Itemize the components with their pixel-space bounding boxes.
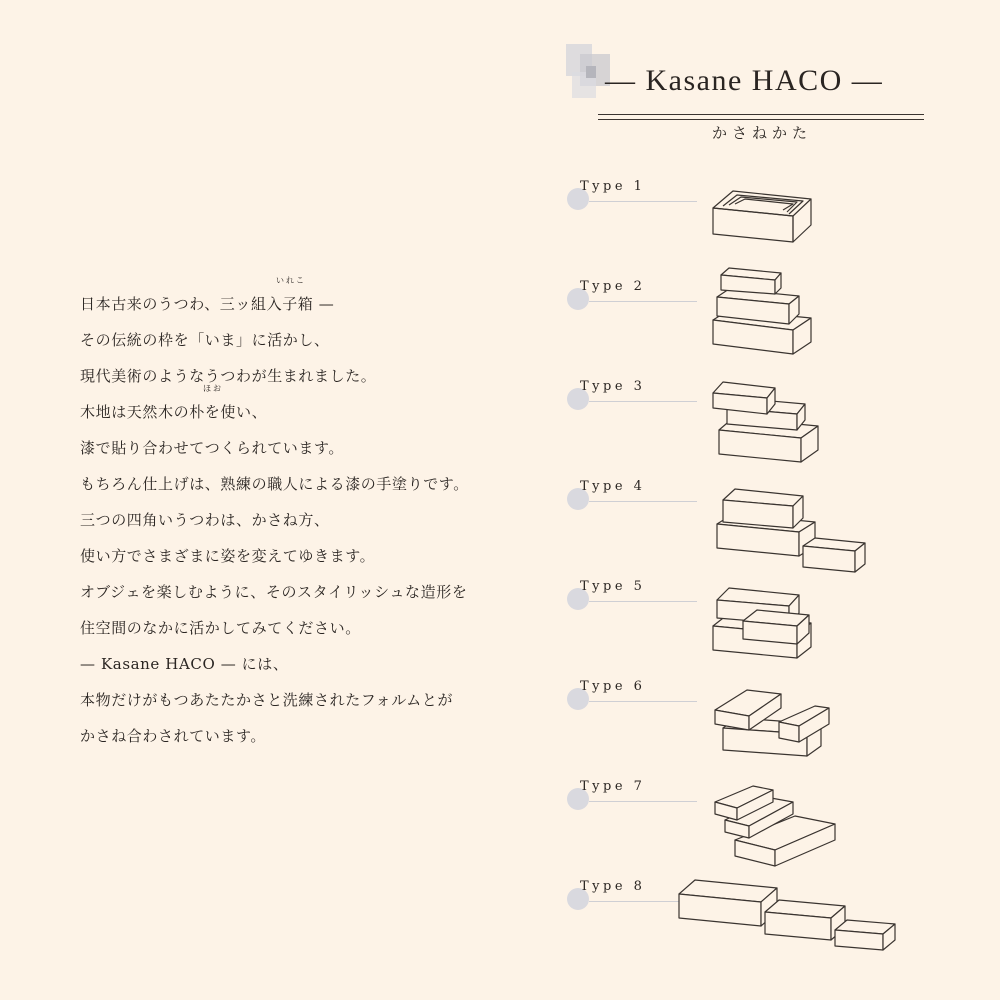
body-text: [80, 276, 520, 754]
type-8: [567, 879, 987, 988]
title-rule: [598, 114, 924, 115]
type-2-illustration: [567, 288, 987, 388]
body-line: 使い方でさまざまに姿を変えてゆきます。: [80, 547, 376, 565]
type-7-illustration: [567, 788, 987, 888]
body-line: ほお 木地は天然木の朴を使い、: [80, 384, 268, 421]
body-line: 住空間のなかに活かしてみてください。: [80, 619, 361, 637]
type-6-illustration: [567, 688, 987, 788]
body-line: かさね合わされています。: [80, 727, 267, 745]
page-title: — Kasane HACO —: [605, 64, 884, 97]
type-8-illustration: [567, 888, 987, 988]
type-3-illustration: [567, 388, 987, 488]
type-label: Type 4: [580, 479, 646, 494]
title-rule-thin: [598, 119, 924, 120]
ruby-hoo: ほお: [203, 384, 223, 393]
type-label: Type 5: [580, 579, 646, 594]
body-line: その伝統の枠を「いま」に活かし、: [80, 331, 330, 349]
body-line: 漆で貼り合わせてつくられています。: [80, 439, 345, 457]
type-label: Type 2: [580, 279, 646, 294]
body-line: 本物だけがもつあたたかさと洗練されたフォルムとが: [80, 691, 454, 709]
type-3: [567, 379, 987, 488]
body-line: いれこ 日本古来のうつわ、三ッ組入子箱 —: [80, 276, 335, 313]
type-label: Type 1: [580, 179, 646, 194]
type-5: [567, 579, 987, 688]
type-4-illustration: [567, 488, 987, 588]
type-label: Type 3: [580, 379, 646, 394]
body-line: もちろん仕上げは、熟練の職人による漆の手塗りです。: [80, 475, 469, 493]
type-label: Type 7: [580, 779, 646, 794]
body-line: 現代美術のようなうつわが生まれました。: [80, 367, 377, 385]
ruby-ireko: いれこ: [276, 276, 306, 285]
body-line: — Kasane HACO — には、: [80, 655, 289, 673]
type-2: [567, 279, 987, 388]
decorative-squares: [566, 44, 610, 98]
type-label: Type 6: [580, 679, 646, 694]
type-7: [567, 779, 987, 888]
type-6: [567, 679, 987, 788]
type-label: Type 8: [580, 879, 646, 894]
body-line: 三つの四角いうつわは、かさね方、: [80, 511, 330, 529]
type-5-illustration: [567, 588, 987, 688]
page-subtitle: かさねかた: [712, 124, 813, 142]
type-4: [567, 479, 987, 588]
body-line: オブジェを楽しむように、そのスタイリッシュな造形を: [80, 583, 468, 601]
